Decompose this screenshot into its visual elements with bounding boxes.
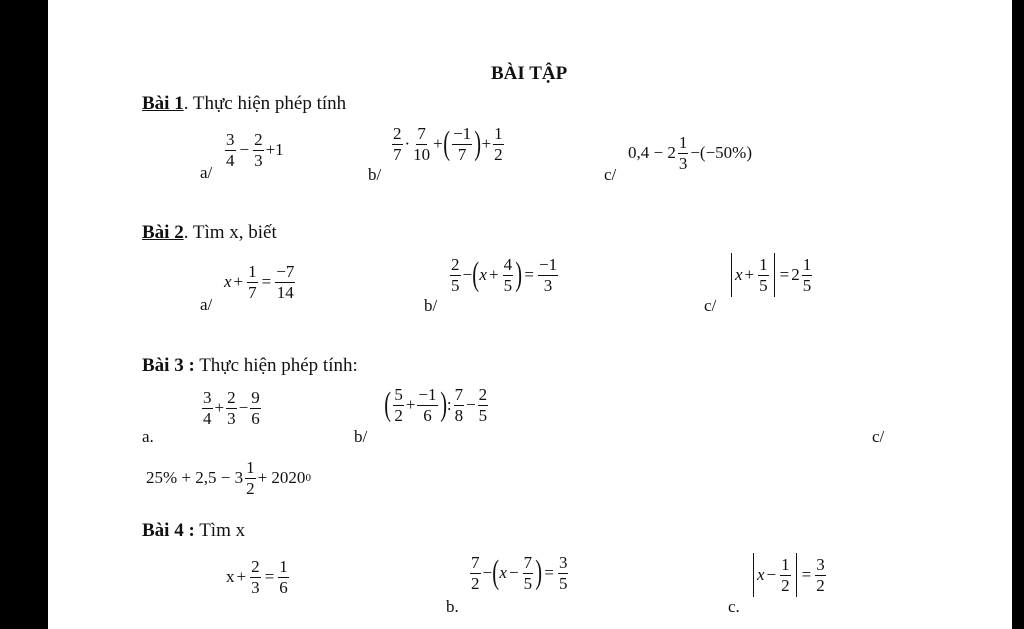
ex3-c-label: c/ <box>872 427 885 446</box>
ex3-a-expression: 3 4 + $\frac{2}{3}$ − $\frac{9}{6}$ <box>203 388 260 428</box>
ex4-c-label: c. <box>728 597 740 616</box>
ex2-b-expression: 2 5 − ( x + $\frac{4}{5}$ ) = $\frac{-1}{3}$ <box>451 255 558 295</box>
document-page <box>48 0 1012 629</box>
exercise-4-text: Tìm x <box>199 520 246 541</box>
exercise-3-label: Bài 3 : <box>142 355 195 376</box>
ex3-b-label: b/ <box>354 427 368 446</box>
ex1-b-label: b/ <box>368 165 382 184</box>
ex4-b-label: b. <box>446 597 459 616</box>
ex2-b-label: b/ <box>424 296 438 315</box>
ex2-c-label: c/ <box>704 296 717 315</box>
ex4-a-expression: x + $\frac{2}{3}$ = $\frac{1}{6}$ <box>226 557 288 597</box>
ex3-c-expression: 25% + 2,5 − 3 1 2 + 2020 0 <box>146 458 311 498</box>
ex1-a-label: a/ <box>200 163 213 182</box>
exercise-4-heading <box>142 520 245 542</box>
exercise-3-heading <box>142 355 358 377</box>
ex1-b-expression: 2 7 · 7 10 + ( −1 7 ) + $\frac{1}{2}$ <box>393 124 503 164</box>
ex2-a-label: a/ <box>200 295 213 314</box>
exercise-2-text: . Tìm x, biết <box>183 222 277 243</box>
ex4-b-expression: 7 2 − ( x − $\frac{7}{5}$ ) = $\frac{3}{5}$ <box>471 553 568 593</box>
exercise-2-label: Bài 2 <box>142 222 184 243</box>
ex2-c-expression: x + $\frac{1}{5}$ = 2 1 5 <box>728 253 814 297</box>
ex4-c-expression: x − $\frac{1}{2}$ = $\frac{3}{2}$ <box>750 553 828 597</box>
ex1-c-label: c/ <box>604 165 617 184</box>
exercise-2-heading <box>142 222 277 244</box>
ex1-a-expression: 3 4 − $\frac{2}{3}$ +1 <box>226 130 284 170</box>
exercise-1-label: Bài 1 <box>142 93 184 114</box>
ex1-c-expression: 0,4 − 2 1 3 −(−50%) <box>628 133 753 173</box>
exercise-1-text: . Thực hiện phép tính <box>183 93 347 114</box>
exercise-1-heading <box>142 93 346 115</box>
exercise-4-label: Bài 4 : <box>142 520 195 541</box>
page-title: BÀI TẬP <box>491 63 568 84</box>
ex3-b-expression: ( 5 2 + $\frac{-1}{6}$ ) : 7 8 − $\frac{2}{5}$ <box>384 385 488 425</box>
ex2-a-expression: x + $\frac{1}{7}$ = $\frac{-7}{14}$ <box>224 262 295 302</box>
exercise-3-text: Thực hiện phép tính: <box>199 355 358 376</box>
ex3-a-label: a. <box>142 427 154 446</box>
